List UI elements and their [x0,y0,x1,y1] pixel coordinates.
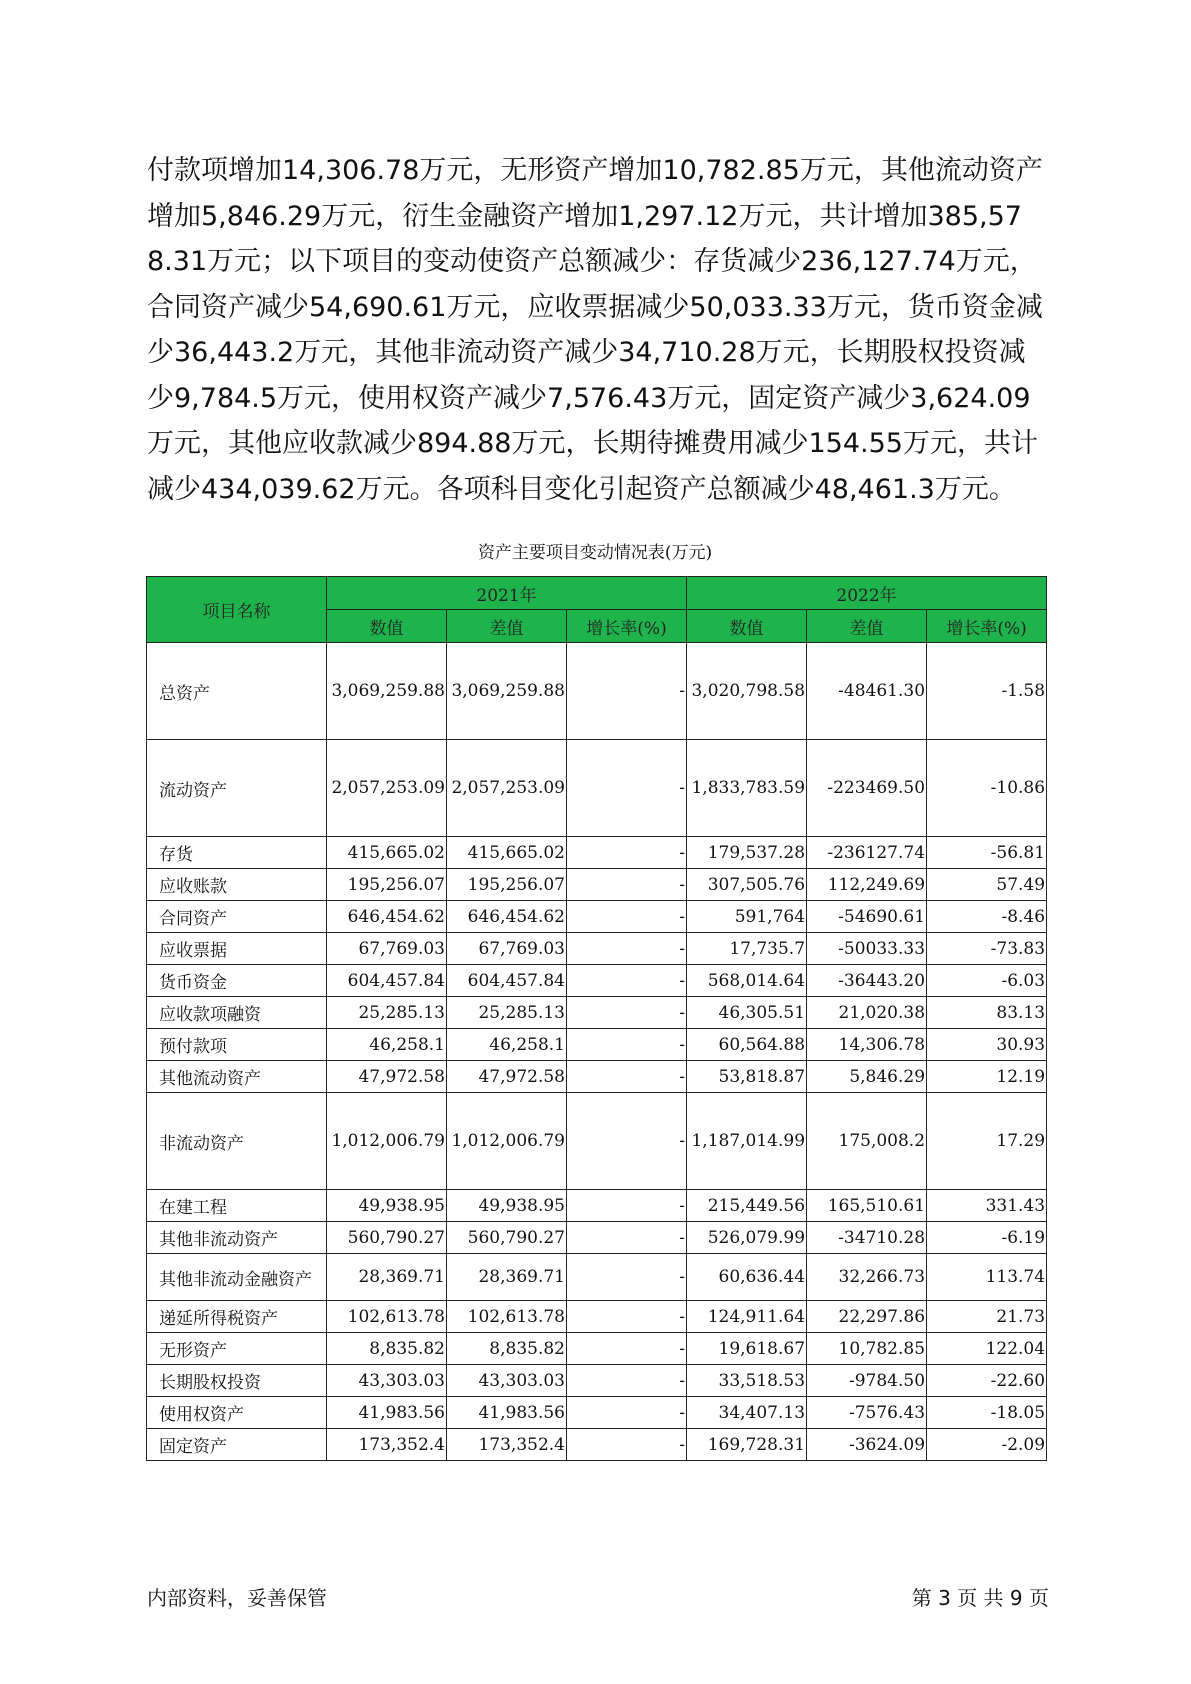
table-row [147,643,1047,740]
cell-growth-2021: - [567,1061,687,1093]
cell-growth-2022: -6.03 [927,965,1047,997]
cell-diff-2021: 28,369.71 [447,1254,567,1301]
cell-growth-2021: - [567,1333,687,1365]
cell-value-2022: 17,735.7 [687,933,807,965]
cell-growth-2022: 331.43 [927,1190,1047,1222]
cell-diff-2022: -36443.20 [807,965,927,997]
cell-growth-2021: - [567,740,687,837]
cell-diff-2021: 46,258.1 [447,1029,567,1061]
cell-diff-2022: 5,846.29 [807,1061,927,1093]
cell-value-2022: 1,833,783.59 [687,740,807,837]
table-row [147,1333,1047,1365]
cell-diff-2021: 604,457.84 [447,965,567,997]
cell-growth-2021: - [567,1301,687,1333]
cell-item-name: 预付款项 [147,1029,327,1061]
table-row [147,740,1047,837]
cell-value-2022: 46,305.51 [687,997,807,1029]
cell-value-2022: 526,079.99 [687,1222,807,1254]
cell-value-2021: 67,769.03 [327,933,447,965]
cell-value-2021: 28,369.71 [327,1254,447,1301]
cell-diff-2022: -9784.50 [807,1365,927,1397]
cell-value-2021: 646,454.62 [327,901,447,933]
cell-growth-2022: 113.74 [927,1254,1047,1301]
cell-growth-2022: -18.05 [927,1397,1047,1429]
cell-diff-2021: 25,285.13 [447,997,567,1029]
cell-growth-2021: - [567,1397,687,1429]
table-row [147,1397,1047,1429]
cell-growth-2021: - [567,1029,687,1061]
cell-growth-2021: - [567,1365,687,1397]
cell-value-2021: 3,069,259.88 [327,643,447,740]
cell-item-name: 应收票据 [147,933,327,965]
header-value-2021: 数值 [327,610,447,643]
cell-value-2022: 1,187,014.99 [687,1093,807,1190]
cell-diff-2021: 415,665.02 [447,837,567,869]
cell-diff-2021: 1,012,006.79 [447,1093,567,1190]
cell-diff-2021: 3,069,259.88 [447,643,567,740]
table-row [147,1190,1047,1222]
cell-growth-2021: - [567,1429,687,1461]
cell-diff-2022: 112,249.69 [807,869,927,901]
cell-diff-2021: 47,972.58 [447,1061,567,1093]
cell-value-2021: 43,303.03 [327,1365,447,1397]
cell-growth-2022: -73.83 [927,933,1047,965]
cell-item-name: 总资产 [147,643,327,740]
cell-growth-2021: - [567,869,687,901]
cell-diff-2022: -34710.28 [807,1222,927,1254]
cell-value-2021: 8,835.82 [327,1333,447,1365]
cell-growth-2021: - [567,643,687,740]
cell-value-2022: 3,020,798.58 [687,643,807,740]
cell-diff-2022: -50033.33 [807,933,927,965]
cell-growth-2021: - [567,965,687,997]
cell-growth-2021: - [567,1093,687,1190]
table-row [147,1061,1047,1093]
table-caption: 资产主要项目变动情况表(万元) [477,543,713,563]
table-row [147,1429,1047,1461]
cell-value-2021: 41,983.56 [327,1397,447,1429]
cell-value-2022: 34,407.13 [687,1397,807,1429]
cell-value-2021: 195,256.07 [327,869,447,901]
cell-diff-2022: 21,020.38 [807,997,927,1029]
cell-value-2022: 307,505.76 [687,869,807,901]
cell-diff-2021: 195,256.07 [447,869,567,901]
cell-item-name: 固定资产 [147,1429,327,1461]
cell-item-name: 其他非流动金融资产 [147,1254,327,1301]
table-row [147,1029,1047,1061]
header-growth-2022: 增长率(%) [927,610,1047,643]
cell-value-2021: 173,352.4 [327,1429,447,1461]
cell-diff-2021: 8,835.82 [447,1333,567,1365]
cell-diff-2021: 49,938.95 [447,1190,567,1222]
cell-growth-2021: - [567,933,687,965]
table-row [147,1365,1047,1397]
cell-diff-2022: -223469.50 [807,740,927,837]
cell-item-name: 其他非流动资产 [147,1222,327,1254]
cell-growth-2022: -10.86 [927,740,1047,837]
cell-growth-2021: - [567,837,687,869]
table-row [147,933,1047,965]
cell-diff-2021: 2,057,253.09 [447,740,567,837]
cell-growth-2021: - [567,1222,687,1254]
cell-item-name: 应收款项融资 [147,997,327,1029]
cell-item-name: 存货 [147,837,327,869]
cell-growth-2021: - [567,1254,687,1301]
header-value-2022: 数值 [687,610,807,643]
header-diff-2022: 差值 [807,610,927,643]
cell-value-2022: 568,014.64 [687,965,807,997]
asset-change-table [146,576,1047,1461]
cell-item-name: 长期股权投资 [147,1365,327,1397]
cell-diff-2022: -48461.30 [807,643,927,740]
cell-value-2021: 604,457.84 [327,965,447,997]
cell-value-2021: 25,285.13 [327,997,447,1029]
cell-diff-2021: 41,983.56 [447,1397,567,1429]
cell-growth-2022: 17.29 [927,1093,1047,1190]
cell-growth-2021: - [567,997,687,1029]
cell-diff-2021: 173,352.4 [447,1429,567,1461]
table-row [147,901,1047,933]
cell-diff-2021: 102,613.78 [447,1301,567,1333]
cell-item-name: 在建工程 [147,1190,327,1222]
cell-value-2022: 33,518.53 [687,1365,807,1397]
cell-item-name: 流动资产 [147,740,327,837]
cell-diff-2021: 560,790.27 [447,1222,567,1254]
cell-value-2021: 46,258.1 [327,1029,447,1061]
cell-diff-2022: 22,297.86 [807,1301,927,1333]
cell-value-2022: 169,728.31 [687,1429,807,1461]
cell-diff-2022: -54690.61 [807,901,927,933]
cell-growth-2022: -8.46 [927,901,1047,933]
cell-value-2022: 215,449.56 [687,1190,807,1222]
cell-item-name: 递延所得税资产 [147,1301,327,1333]
cell-value-2021: 560,790.27 [327,1222,447,1254]
cell-value-2022: 591,764 [687,901,807,933]
table-row [147,1222,1047,1254]
table-row [147,837,1047,869]
header-year-2021: 2021年 [327,577,687,610]
table-row [147,997,1047,1029]
header-diff-2021: 差值 [447,610,567,643]
cell-value-2021: 1,012,006.79 [327,1093,447,1190]
cell-diff-2022: -7576.43 [807,1397,927,1429]
cell-diff-2022: 175,008.2 [807,1093,927,1190]
footer-confidential-note: 内部资料，妥善保管 [147,1586,327,1610]
cell-value-2021: 47,972.58 [327,1061,447,1093]
cell-value-2021: 102,613.78 [327,1301,447,1333]
cell-diff-2022: 14,306.78 [807,1029,927,1061]
cell-growth-2022: 21.73 [927,1301,1047,1333]
table-row [147,1301,1047,1333]
table-row [147,965,1047,997]
cell-item-name: 货币资金 [147,965,327,997]
cell-diff-2022: 32,266.73 [807,1254,927,1301]
cell-value-2022: 60,636.44 [687,1254,807,1301]
cell-growth-2021: - [567,901,687,933]
cell-item-name: 应收账款 [147,869,327,901]
cell-growth-2022: 57.49 [927,869,1047,901]
cell-item-name: 合同资产 [147,901,327,933]
cell-growth-2022: -6.19 [927,1222,1047,1254]
cell-growth-2022: 122.04 [927,1333,1047,1365]
cell-value-2022: 53,818.87 [687,1061,807,1093]
cell-growth-2022: 12.19 [927,1061,1047,1093]
cell-item-name: 无形资产 [147,1333,327,1365]
table-body [147,643,1047,1461]
cell-value-2021: 2,057,253.09 [327,740,447,837]
cell-value-2022: 19,618.67 [687,1333,807,1365]
cell-value-2021: 49,938.95 [327,1190,447,1222]
cell-value-2021: 415,665.02 [327,837,447,869]
cell-diff-2021: 43,303.03 [447,1365,567,1397]
table-row [147,869,1047,901]
cell-diff-2022: 165,510.61 [807,1190,927,1222]
table-row [147,1093,1047,1190]
cell-item-name: 非流动资产 [147,1093,327,1190]
cell-diff-2022: 10,782.85 [807,1333,927,1365]
table-row [147,1254,1047,1301]
cell-growth-2022: 30.93 [927,1029,1047,1061]
cell-diff-2022: -236127.74 [807,837,927,869]
cell-growth-2021: - [567,1190,687,1222]
cell-value-2022: 179,537.28 [687,837,807,869]
cell-growth-2022: -22.60 [927,1365,1047,1397]
cell-value-2022: 124,911.64 [687,1301,807,1333]
body-paragraph: 付款项增加14,306.78万元，无形资产增加10,782.85万元，其他流动资产增加5,846.29万元，衍生金融资产增加1,297.12万元，共计增加385,578.31万元；以下项目的变动使资产总额减少：存货减少236,127.74万元，合同资产减少54,690.61万元，应收票据减少50,033.33万元，货币资金减少36,443.2万元，其他非流动资产减少34,710.28万元，长期股权投资减少9,784.5万元，使用权资产减少7,576.43万元，固定资产减少3,624.09万元，其他应收款减少894.88万元，长期待摊费用减少154.55万元，共计减少434,039.62万元。各项科目变化引起资产总额减少48,461.3万元。 [147,155,1043,505]
footer-page-number: 第 3 页 共 9 页 [911,1586,1049,1610]
cell-item-name: 其他流动资产 [147,1061,327,1093]
cell-diff-2021: 646,454.62 [447,901,567,933]
cell-diff-2022: -3624.09 [807,1429,927,1461]
header-item-name: 项目名称 [147,577,327,643]
cell-growth-2022: -1.58 [927,643,1047,740]
header-year-2022: 2022年 [687,577,1047,610]
cell-value-2022: 60,564.88 [687,1029,807,1061]
cell-diff-2021: 67,769.03 [447,933,567,965]
cell-growth-2022: -56.81 [927,837,1047,869]
cell-item-name: 使用权资产 [147,1397,327,1429]
header-growth-2021: 增长率(%) [567,610,687,643]
cell-growth-2022: -2.09 [927,1429,1047,1461]
cell-growth-2022: 83.13 [927,997,1047,1029]
